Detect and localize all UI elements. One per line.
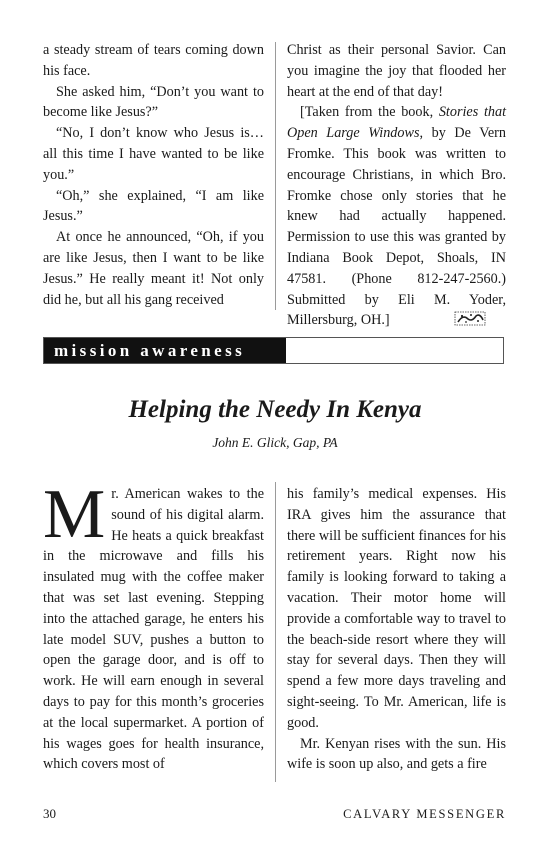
source-note-rest: , by De Vern Fromke. This book was written to encourage Christians, in which Bro. Fromke chose only stories that he knew had actually happened. Permission to use this was granted by Indiana Book Depot, Shoals, IN 47581. (Phone 812-247-2560.) Submitted by Eli M. Yoder, Millersburg, OH.]: [287, 125, 506, 329]
section-banner: [43, 337, 504, 364]
top-left-column: [43, 40, 264, 310]
paragraph: [43, 476, 264, 775]
article-byline: John E. Glick, Gap, PA: [212, 435, 338, 450]
paragraph: “Oh,” she explained, “I am like Jesus.”: [43, 187, 264, 225]
section-label: mission awareness: [54, 341, 246, 360]
paragraph: Christ as their personal Savior. Can you imagine the joy that flooded her heart at the end of that day!: [287, 42, 506, 100]
source-note-open: [Taken from the book,: [300, 104, 439, 121]
paragraph-text: r. American wakes to the sound of his digital alarm. He heats a quick breakfast in the microwave and fills his insulated mug with the coffee maker that was set last evening. Stepping into the attached garage, he enters his late model SUV, pushes a button to open the garage door, and is off to work. He will earn enough in several days to pay for this month’s groceries at the local supermarket. A portion of his wages goes for health insurance, which covers most of: [43, 486, 264, 773]
top-right-column: [287, 40, 506, 331]
source-note: [287, 102, 506, 331]
end-of-article-ornament-icon: [454, 311, 486, 326]
paragraph: a steady stream of tears coming down his face.: [43, 42, 264, 79]
paragraph: At once he announced, “Oh, if you are like Jesus, then I want to be like Jesus.” He really meant it! Not only did he, but all his gang received: [43, 229, 264, 308]
article-right-column: [287, 484, 506, 775]
page-number: 30: [43, 806, 56, 821]
book-title: Stories that Open Large Windows: [287, 104, 507, 142]
publication-name: CALVARY MESSENGER: [343, 807, 506, 821]
paragraph: She asked him, “Don’t you want to become like Jesus?”: [43, 83, 264, 121]
paragraph: “No, I don’t know who Jesus is… all this time I have wanted to be like you.”: [43, 125, 264, 183]
paragraph: Mr. Kenyan rises with the sun. His wife is soon up also, and gets a fire: [287, 735, 506, 773]
article-title: Helping the Needy In Kenya: [128, 396, 422, 423]
column-divider: [275, 42, 276, 310]
article-left-column: [43, 476, 264, 775]
paragraph: his family’s medical expenses. His IRA gives him the assurance that there will be sufficient finances for his retirement years. Right now his family is looking forward to taking a vacation. Their motor home will provide a comfortable way to travel to the beach-side resort where they will stay for several days. Then they will spend a few more days traveling and sight-seeing. To Mr. American, life is good.: [287, 486, 506, 731]
column-divider: [275, 482, 276, 782]
drop-cap: M: [43, 476, 106, 553]
